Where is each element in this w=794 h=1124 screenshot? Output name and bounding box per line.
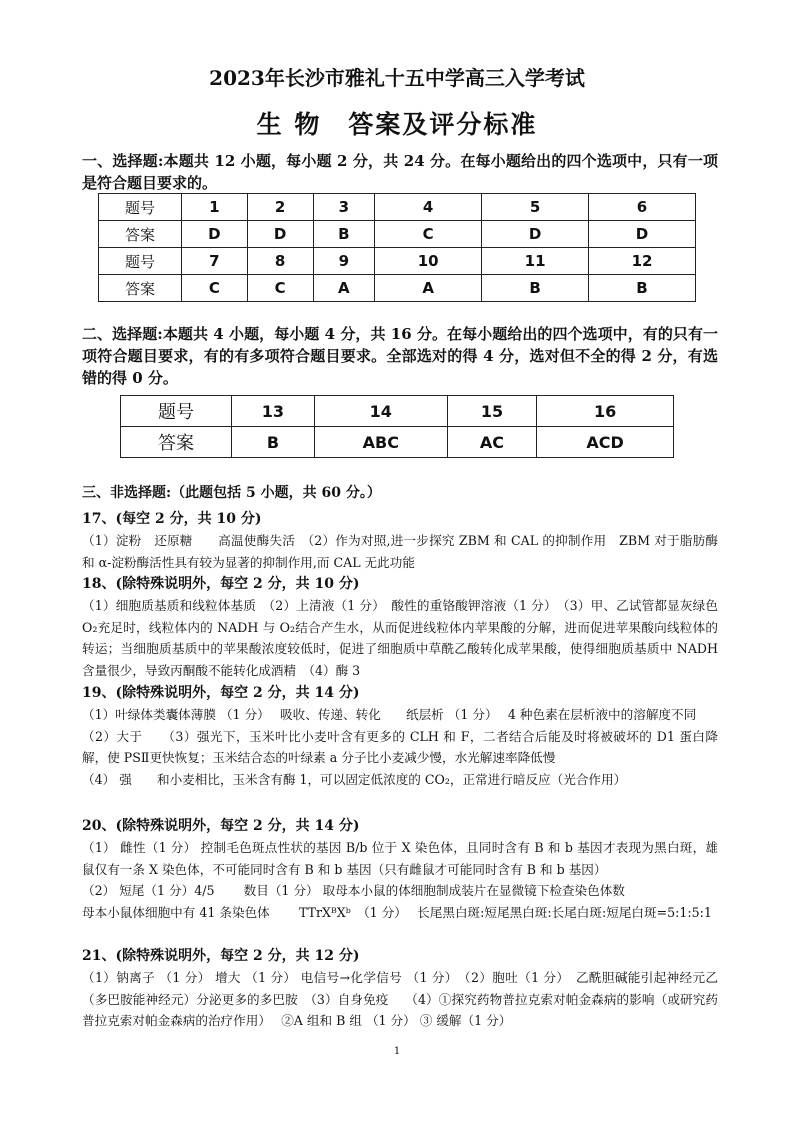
table-cell: 7 <box>182 248 248 275</box>
table-cell: 5 <box>482 194 589 221</box>
table-row <box>121 427 674 458</box>
table-row <box>99 194 696 221</box>
table-cell: 12 <box>589 248 696 275</box>
question-19 <box>82 682 718 790</box>
section3-heading: 三、非选择题:（此题包括 5 小题，共 60 分。） <box>82 485 381 501</box>
table-cell: ACD <box>537 427 674 458</box>
table-cell: 4 <box>375 194 482 221</box>
table-cell: 6 <box>589 194 696 221</box>
table-cell: B <box>482 275 589 302</box>
question-header: 21、(除特殊说明外，每空 2 分，共 12 分) <box>82 948 360 964</box>
question-21 <box>82 945 718 1032</box>
question-20 <box>82 815 718 923</box>
question-header: 19、(除特殊说明外，每空 2 分，共 14 分) <box>82 685 360 701</box>
answer-paragraph: （2） 短尾（1 分）4/5 数目（1 分） 取母本小鼠的体细胞制成装片在显微镜下检查染色体数 <box>82 883 625 898</box>
answer-paragraph: （1） 雌性（1 分） 控制毛色斑点性状的基因 B/b 位于 X 染色体，且同时含有 B 和 b 基因才表现为黑白斑，雄鼠仅有一条 X 染色体，不可能同时含有 B 和 b 基因（只有雌鼠才可能同时含有 B 和 b 基因） <box>82 840 718 877</box>
table-cell: C <box>375 221 482 248</box>
table-cell: A <box>375 275 482 302</box>
answer-paragraph: （2）大于 （3）强光下，玉米叶比小麦叶含有更多的 CLH 和 F，二者结合后能及时将被破坏的 D1 蛋白降解，使 PSⅡ更快恢复；玉米结合态的叶绿素 a 分子比小麦减少慢，水光解速率降低慢 <box>82 728 718 765</box>
answer-paragraph: （1）细胞质基质和线粒体基质 （2）上清液（1 分） 酸性的重铬酸钾溶液（1 分） （3）甲、乙试管都显灰绿色 O₂充足时，线粒体内的 NADH 与 O₂结合产生水，从而促进线粒体内苹果酸的分解，进而促进苹果酸向线粒体的转运；当细胞质基质中的苹果酸浓度较低时，促进了细胞质中草酰乙酸转化成苹果酸，使得细胞质基质中 NADH 含量很少，导致丙酮酸不能转化成酒精 （4）酶 3 <box>82 598 744 678</box>
row-label: 题号 <box>121 396 232 427</box>
question-17 <box>82 508 718 573</box>
table-cell: AC <box>447 427 536 458</box>
answer-table-1 <box>98 193 696 302</box>
table-cell: C <box>247 275 313 302</box>
answer-paragraph: （1）叶绿体类囊体薄膜 （1 分） 吸收、传递、转化 纸层析 （1 分） 4 种色素在层析液中的溶解度不同 <box>82 707 697 722</box>
table-cell: 14 <box>314 396 447 427</box>
row-label: 题号 <box>99 194 182 221</box>
table-row <box>99 275 696 302</box>
section1-heading: 一、选择题:本题共 12 小题，每小题 2 分，共 24 分。在每小题给出的四个选项中，只有一项是符合题目要求的。 <box>82 152 718 192</box>
row-label: 题号 <box>99 248 182 275</box>
question-header: 17、(每空 2 分，共 10 分) <box>82 511 262 527</box>
table-cell: 9 <box>313 248 375 275</box>
page-number: 1 <box>393 1046 401 1057</box>
table-row <box>99 221 696 248</box>
question-header: 18、(除特殊说明外，每空 2 分，共 10 分) <box>82 576 360 592</box>
table-row <box>99 248 696 275</box>
row-label: 答案 <box>121 427 232 458</box>
table-cell: 1 <box>182 194 248 221</box>
document-title: 2023年长沙市雅礼十五中学高三入学考试 <box>209 66 585 90</box>
table-row <box>121 396 674 427</box>
table-cell: 8 <box>247 248 313 275</box>
table-cell: D <box>589 221 696 248</box>
table-cell: B <box>589 275 696 302</box>
table-cell: D <box>247 221 313 248</box>
answer-paragraph: （4） 强 和小麦相比，玉米含有酶 1，可以固定低浓度的 CO₂，正常进行暗反应（光合作用） <box>82 771 627 787</box>
document-subtitle: 生 物 答案及评分标准 <box>256 110 538 139</box>
answer-paragraph: （1）钠离子 （1 分） 增大 （1 分） 电信号→化学信号 （1 分） （2）胞吐（1 分） 乙酰胆碱能引起神经元乙（多巴胺能神经元）分泌更多的多巴胺 （3）自身免疫 （4）①探究药物普拉克索对帕金森病的影响（或研究药普拉克索对帕金森病的治疗作用） ②A 组和 B 组 （1 分） ③ 缓解（1 分） <box>82 970 718 1028</box>
table-cell: D <box>182 221 248 248</box>
answer-paragraph: 母本小鼠体细胞中有 41 条染色体 TTrXᴮXᵇ （1 分） 长尾黑白斑:短尾黑白斑:长尾白斑:短尾白斑=5:1:5:1 <box>82 904 712 920</box>
table-cell: 11 <box>482 248 589 275</box>
table-cell: 10 <box>375 248 482 275</box>
table-cell: ABC <box>314 427 447 458</box>
table-cell: C <box>182 275 248 302</box>
table-cell: D <box>482 221 589 248</box>
row-label: 答案 <box>99 221 182 248</box>
table-cell: B <box>232 427 315 458</box>
table-cell: 15 <box>447 396 536 427</box>
question-18 <box>82 573 744 681</box>
table-cell: 3 <box>313 194 375 221</box>
question-header: 20、(除特殊说明外，每空 2 分，共 14 分) <box>82 818 360 834</box>
table-cell: A <box>313 275 375 302</box>
answer-paragraph: （1）淀粉 还原糖 高温使酶失活 （2）作为对照,进一步探究 ZBM 和 CAL 的抑制作用 ZBM 对于脂肪酶和 α-淀粉酶活性具有较为显著的抑制作用,而 CAL 无此功能 <box>82 533 718 570</box>
table-cell: 16 <box>537 396 674 427</box>
row-label: 答案 <box>99 275 182 302</box>
table-cell: B <box>313 221 375 248</box>
table-cell: 2 <box>247 194 313 221</box>
table-cell: 13 <box>232 396 315 427</box>
answer-table-2 <box>120 395 674 458</box>
section2-heading: 二、选择题:本题共 4 小题，每小题 4 分，共 16 分。在每小题给出的四个选项中，有的只有一项符合题目要求，有的有多项符合题目要求。全部选对的得 4 分，选对但不全的得 2 分，有选错的得 0 分。 <box>82 325 718 387</box>
